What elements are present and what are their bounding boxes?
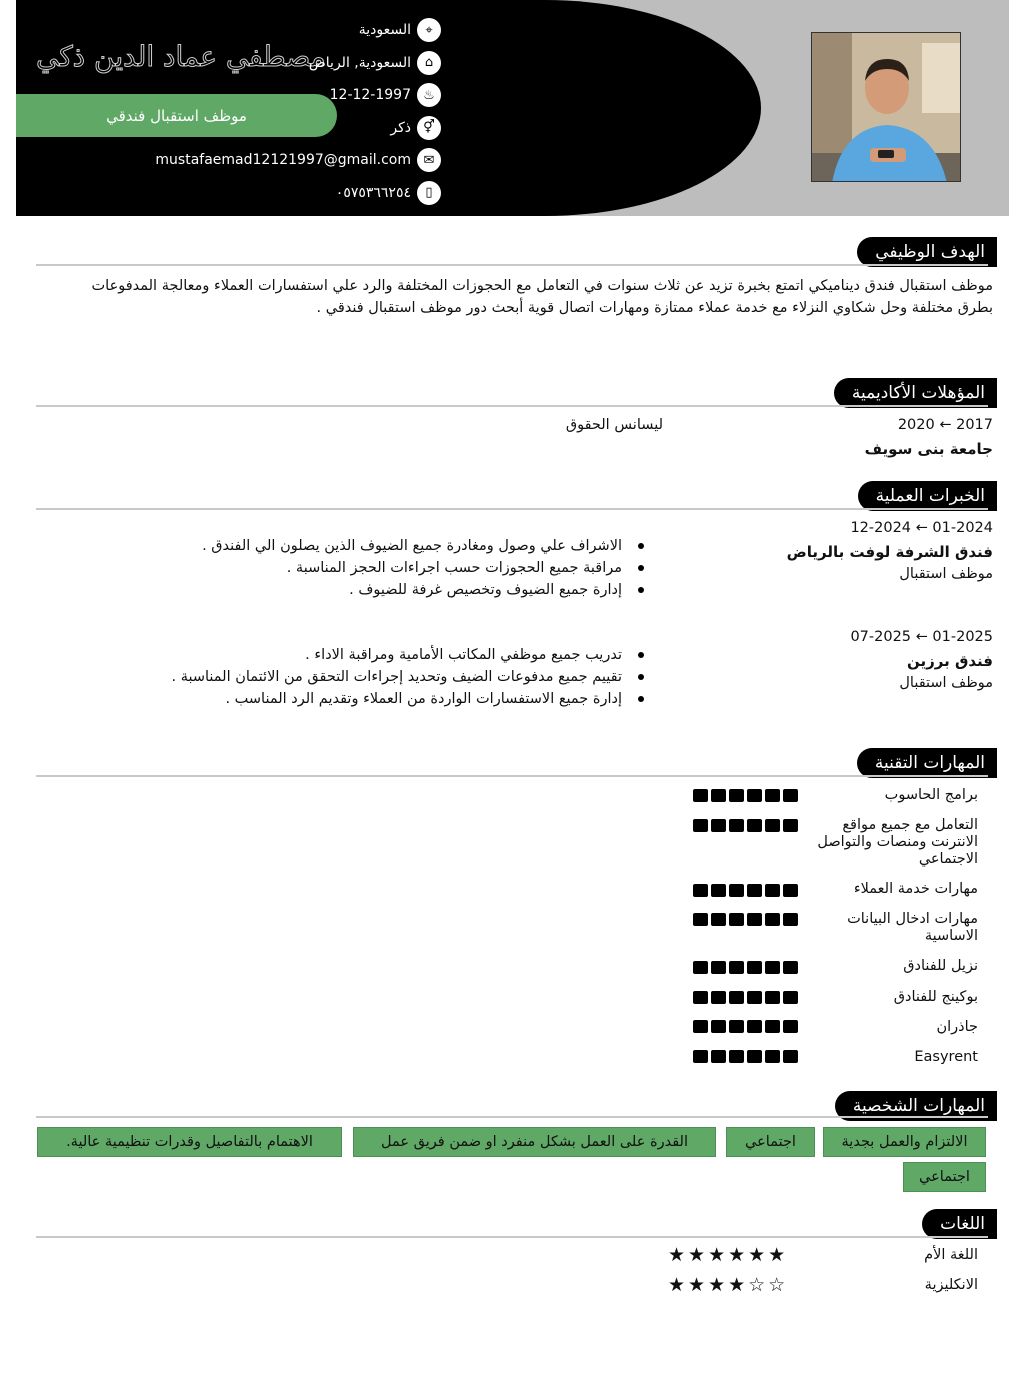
skill-level-block xyxy=(729,1020,744,1033)
contact-birthdate xyxy=(155,79,441,112)
education-university: جامعة بنى سويف xyxy=(864,440,993,458)
skill-level-block xyxy=(711,913,726,926)
skill-level-bars xyxy=(693,1020,798,1033)
list-item: تدريب جميع موظفي المكاتب الأمامية ومراقبة الاداء . xyxy=(171,644,644,666)
skill-level-block xyxy=(747,961,762,974)
list-item: مراقبة جميع الحجوزات حسب اجراءات الحجز المناسبة . xyxy=(202,557,644,579)
section-title-personal-skills-text: المهارات الشخصية xyxy=(852,1096,985,1116)
skill-level-block xyxy=(711,991,726,1004)
personal-skill-tag: اجتماعي xyxy=(903,1162,986,1192)
skill-level-block xyxy=(693,1020,708,1033)
section-title-languages xyxy=(922,1209,997,1239)
list-item: تقييم جميع مدفوعات الضيف وتحديد إجراءات التحقق من الائتمان المناسبة . xyxy=(171,666,644,688)
skill-level-block xyxy=(693,991,708,1004)
personal-skill-tag: الالتزام والعمل بجدية xyxy=(823,1127,986,1157)
experience-position: موظف استقبال xyxy=(899,566,993,582)
skill-level-bars xyxy=(693,819,798,832)
contact-list xyxy=(155,14,441,209)
skill-name: مهارات ادخال البيانات الاساسية xyxy=(847,911,978,944)
section-divider xyxy=(36,264,988,266)
skill-level-bars xyxy=(693,961,798,974)
skill-level-block xyxy=(693,819,708,832)
skill-level-block xyxy=(729,991,744,1004)
experience-duties xyxy=(171,644,644,710)
skill-level-block xyxy=(747,884,762,897)
skill-name: برامج الحاسوب xyxy=(884,787,978,803)
section-title-education xyxy=(834,378,997,408)
skill-level-block xyxy=(711,1050,726,1063)
section-title-technical-skills xyxy=(857,748,997,778)
location-pin-icon: ⌖ xyxy=(417,18,441,42)
list-item: إدارة جميع الاستفسارات الواردة من العملاء وتقديم الرد المناسب . xyxy=(171,688,644,710)
section-title-objective xyxy=(857,237,997,267)
skill-level-block xyxy=(693,1050,708,1063)
skill-level-block xyxy=(747,1020,762,1033)
experience-years: 01-2024 ← 12-2024 xyxy=(850,520,993,536)
contact-country xyxy=(155,14,441,47)
skill-name: التعامل مع جميع مواقع الانترنت ومنصات والتواصل الاجتماعي xyxy=(817,817,978,867)
birthday-cake-icon: ♨ xyxy=(417,83,441,107)
skill-level-block xyxy=(783,789,798,802)
skill-level-block xyxy=(783,884,798,897)
section-title-education-text: المؤهلات الأكاديمية xyxy=(851,383,985,403)
career-objective-text: موظف استقبال فندق ديناميكي اتمتع بخبرة تزيد عن ثلاث سنوات في التعامل مع الحجوزات المختلفة والرد علي استفسارات العملاء ومعالجة المدفوعات بطرق مختلفة وحل شكاوي النزلاء مع خدمة عملاء ممتازة ومهارات اتصال قوية أبحث دور موظف استقبال فندقي . xyxy=(91,278,993,316)
section-title-experience xyxy=(858,481,997,511)
section-title-languages-text: اللغات xyxy=(940,1214,985,1234)
section-divider xyxy=(36,1236,988,1238)
skill-level-block xyxy=(711,884,726,897)
skill-level-bars xyxy=(693,913,798,926)
skill-level-block xyxy=(711,1020,726,1033)
experience-years: 01-2025 ← 07-2025 xyxy=(850,629,993,645)
contact-email-text[interactable]: mustafaemad12121997@gmail.com xyxy=(155,152,411,169)
personal-skill-tag: اجتماعي xyxy=(726,1127,815,1157)
skill-level-block xyxy=(783,991,798,1004)
skill-level-block xyxy=(693,884,708,897)
contact-birthdate-text: 12-12-1997 xyxy=(329,87,411,104)
contact-gender xyxy=(155,112,441,145)
mobile-phone-icon: ▯ xyxy=(417,181,441,205)
skill-level-bars xyxy=(693,1050,798,1063)
skill-name: بوكينج للفنادق xyxy=(893,989,978,1005)
contact-address-text: السعودية, الرياض xyxy=(308,54,411,71)
contact-address xyxy=(155,47,441,80)
skill-level-block xyxy=(693,913,708,926)
skill-level-bars xyxy=(693,789,798,802)
skill-level-block xyxy=(765,789,780,802)
skill-level-block xyxy=(711,789,726,802)
list-item: إدارة جميع الضيوف وتخصيص غرفة للضيوف . xyxy=(202,579,644,601)
skill-level-block xyxy=(765,1020,780,1033)
skill-level-block xyxy=(729,884,744,897)
contact-phone xyxy=(155,177,441,210)
skill-level-block xyxy=(765,961,780,974)
section-title-technical-skills-text: المهارات التقنية xyxy=(874,753,985,773)
language-name: اللغة الأم xyxy=(924,1247,978,1263)
skill-name: مهارات خدمة العملاء xyxy=(853,881,978,897)
skill-level-block xyxy=(783,1020,798,1033)
section-divider xyxy=(36,405,988,407)
home-icon: ⌂ xyxy=(417,51,441,75)
skill-level-block xyxy=(765,913,780,926)
skill-level-block xyxy=(729,961,744,974)
experience-company: فندق الشرفة لوفت بالرياض xyxy=(786,543,993,561)
candidate-photo xyxy=(811,32,961,182)
skill-level-block xyxy=(747,789,762,802)
skill-level-block xyxy=(747,913,762,926)
skill-level-bars xyxy=(693,991,798,1004)
skill-level-block xyxy=(711,819,726,832)
education-years: 2017 ← 2020 xyxy=(897,417,993,433)
skill-level-block xyxy=(729,913,744,926)
skill-level-block xyxy=(711,961,726,974)
skill-level-block xyxy=(693,789,708,802)
skill-level-block xyxy=(783,1050,798,1063)
section-divider xyxy=(36,1116,988,1118)
education-degree: ليسانس الحقوق xyxy=(565,417,663,433)
skill-level-block xyxy=(765,819,780,832)
experience-duties xyxy=(202,535,644,601)
skill-level-bars xyxy=(693,884,798,897)
contact-country-text: السعودية xyxy=(358,22,411,39)
skill-level-block xyxy=(747,1050,762,1063)
skill-level-block xyxy=(783,913,798,926)
skill-level-block xyxy=(783,961,798,974)
job-title-text: موظف استقبال فندقي xyxy=(106,106,247,125)
section-divider xyxy=(36,508,988,510)
skill-level-block xyxy=(747,991,762,1004)
resume-header xyxy=(16,0,1009,216)
skill-level-block xyxy=(765,884,780,897)
skill-level-block xyxy=(765,1050,780,1063)
skill-level-block xyxy=(729,789,744,802)
language-name: الانكليزية xyxy=(924,1277,978,1293)
section-divider xyxy=(36,775,988,777)
skill-level-block xyxy=(693,961,708,974)
contact-gender-text: ذكر xyxy=(390,119,411,136)
header-dark-panel xyxy=(16,0,761,216)
skill-level-block xyxy=(729,1050,744,1063)
section-title-experience-text: الخبرات العملية xyxy=(875,486,985,506)
email-icon: ✉ xyxy=(417,148,441,172)
gender-icon: ⚥ xyxy=(417,116,441,140)
experience-position: موظف استقبال xyxy=(899,675,993,691)
skill-level-block xyxy=(747,819,762,832)
language-rating-stars: ★★★★★★ xyxy=(668,1244,789,1266)
personal-skill-tag: الاهتمام بالتفاصيل وقدرات تنظيمية عالية. xyxy=(37,1127,342,1157)
personal-skill-tag: القدرة على العمل بشكل منفرد او ضمن فريق عمل xyxy=(353,1127,716,1157)
language-rating-stars: ★★★★☆☆ xyxy=(668,1274,789,1296)
candidate-name: مصطفي عماد الدين ذكي xyxy=(36,40,326,73)
skill-name: Easyrent xyxy=(914,1049,978,1065)
list-item: الاشراف علي وصول ومغادرة جميع الضيوف الذين يصلون الي الفندق . xyxy=(202,535,644,557)
section-title-objective-text: الهدف الوظيفي xyxy=(875,242,985,262)
skill-level-block xyxy=(729,819,744,832)
skill-level-block xyxy=(783,819,798,832)
contact-email xyxy=(155,144,441,177)
contact-phone-text: ٠٥٧٥٣٦٦٢٥٤ xyxy=(335,184,411,201)
candidate-photo-illustration xyxy=(812,33,961,182)
experience-company: فندق برزين xyxy=(907,652,993,670)
skill-level-block xyxy=(765,991,780,1004)
skill-name: نزيل للفنادق xyxy=(903,958,978,974)
skill-name: جاذران xyxy=(936,1019,978,1035)
